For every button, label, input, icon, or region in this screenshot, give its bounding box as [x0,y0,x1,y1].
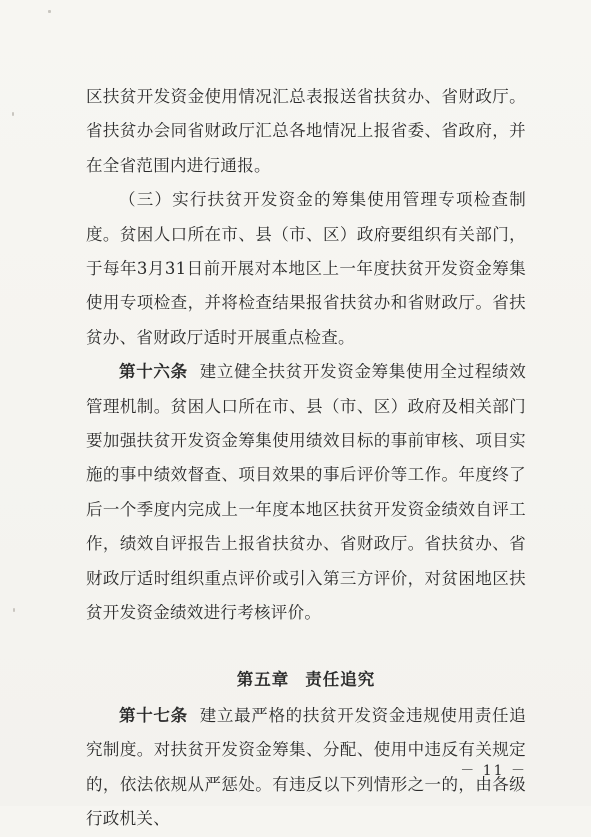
paragraph-text: 建立健全扶贫开发资金筹集使用全过程绩效管理机制。贫困人口所在市、县（市、区）政府及相关部门要加强扶贫开发资金筹集使用绩效目标的事前审核、项目实施的事中绩效督查、项目效果的事后评价等工作。年度终了后一个季度内完成上一年度本地区扶贫开发资金绩效自评工作，绩效自评报告上报省扶贫办、省财政厅。省扶贫办、省财政厅适时组织重点评价或引入第三方评价，对贫困地区扶贫开发资金绩效进行考核评价。 [86,362,527,623]
article-number: 第十七条 [119,705,188,725]
paragraph-text: 区扶贫开发资金使用情况汇总表报送省扶贫办、省财政厅。省扶贫办会同省财政厅汇总各地情况上报省委、省政府，并在全省范围内进行通报。 [86,87,526,175]
chapter-heading [86,663,526,697]
chapter-number: 第五章 [236,669,290,689]
document-body [86,80,526,837]
page-number: － 11 － [460,763,527,779]
scan-speck [12,112,14,116]
chapter-title: 责任追究 [305,669,376,689]
paragraph-text: 建立最严格的扶贫开发资金违规使用责任追究制度。对扶贫开发资金筹集、分配、使用中违反有关规定的，依法依规从严惩处。有违反以下列情形之一的，由各级行政机关、 [86,705,527,829]
paragraph-text: （三）实行扶贫开发资金的筹集使用管理专项检查制度。贫困人口所在市、县（市、区）政府要组织有关部门，于每年3月31日前开展对本地区上一年度扶贫开发资金筹集使用专项检查，并将检查结果报省扶贫办和省财政厅。省扶贫办、省财政厅适时开展重点检查。 [86,190,526,347]
scan-speck [13,608,15,612]
paragraph-inspection [86,183,526,355]
article-number: 第十六条 [119,362,188,382]
scan-speck [48,10,51,13]
paragraph-continuation [86,80,526,183]
paragraph-article-16 [86,355,526,630]
